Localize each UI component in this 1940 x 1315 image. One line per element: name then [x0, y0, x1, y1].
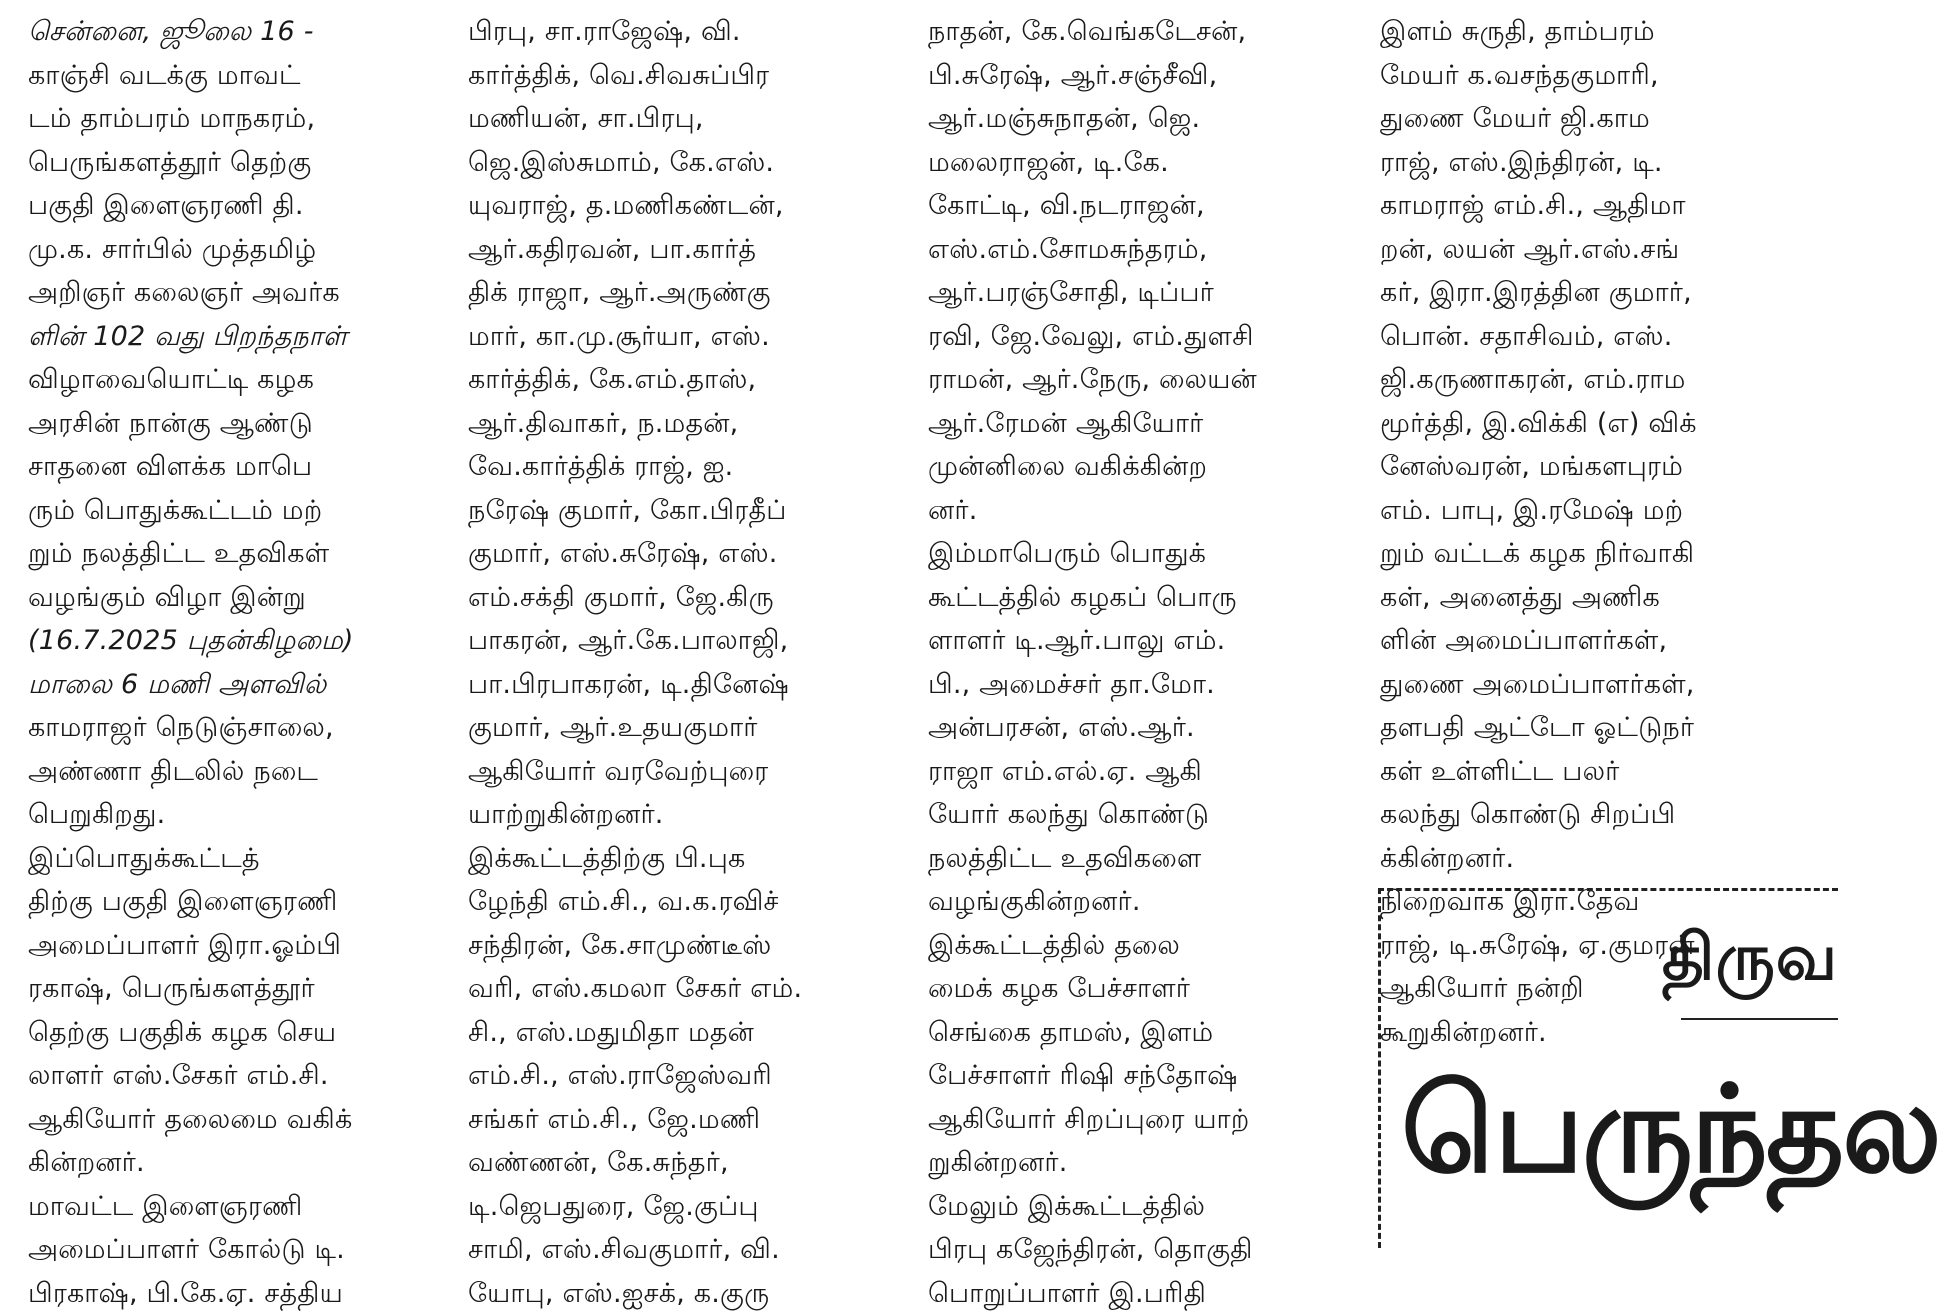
text-line: வே.கார்த்திக் ராஜ், ஐ.	[468, 445, 888, 489]
text-line: ராமன், ஆர்.நேரு, லையன்	[928, 358, 1358, 402]
adjacent-article-headline: பெருந்தல	[1401, 1061, 1940, 1216]
text-line: (16.7.2025 புதன்கிழமை)	[28, 619, 438, 663]
text-line: ஆர்.கதிரவன், பா.கார்த்	[468, 228, 888, 272]
adjacent-article-title: திருவ	[1662, 921, 1838, 1003]
text-line: சாதனை விளக்க மாபெ	[28, 445, 438, 489]
text-line: அன்பரசன், எஸ்.ஆர்.	[928, 706, 1358, 750]
text-line: யாற்றுகின்றனர்.	[468, 793, 888, 837]
text-line: ஆகியோர் சிறப்புரை யாற்	[928, 1098, 1358, 1142]
text-line: ராஜ், டி.சுரேஷ், ஏ.குமரன்	[1380, 924, 1822, 968]
text-line: நாதன், கே.வெங்கடேசன்,	[928, 10, 1358, 54]
text-line: மார், கா.மு.சூர்யா, எஸ்.	[468, 315, 888, 359]
text-line: நிறைவாக இரா.தேவ	[1380, 880, 1822, 924]
text-line: திக் ராஜா, ஆர்.அருண்கு	[468, 271, 888, 315]
text-line: றன், லயன் ஆர்.எஸ்.சங்	[1380, 228, 1822, 272]
text-line: சந்திரன், கே.சாமுண்டீஸ்	[468, 924, 888, 968]
text-line: ளின் 102 வது பிறந்தநாள்	[28, 315, 438, 359]
text-line: அரசின் நான்கு ஆண்டு	[28, 402, 438, 446]
text-line: டி.ஜெபதுரை, ஜே.குப்பு	[468, 1185, 888, 1229]
text-line: விழாவையொட்டி கழக	[28, 358, 438, 402]
text-line: எஸ்.எம்.சோமசுந்தரம்,	[928, 228, 1358, 272]
text-line: நரேஷ் குமார், கோ.பிரதீப்	[468, 489, 888, 533]
text-line: கூட்டத்தில் கழகப் பொரு	[928, 576, 1358, 620]
text-line: காமராஜ் எம்.சி., ஆதிமா	[1380, 184, 1822, 228]
text-line: ராஜ், எஸ்.இந்திரன், டி.	[1380, 141, 1822, 185]
text-line: கூறுகின்றனர்.	[1380, 1011, 1822, 1055]
text-line: பா.பிரபாகரன், டி.தினேஷ்	[468, 663, 888, 707]
text-line: சங்கர் எம்.சி., ஜே.மணி	[468, 1098, 888, 1142]
text-line: பிரபு கஜேந்திரன், தொகுதி	[928, 1228, 1358, 1272]
text-line: கின்றனர்.	[28, 1141, 438, 1185]
text-line: சி., எஸ்.மதுமிதா மதன்	[468, 1011, 888, 1055]
text-line: அமைப்பாளர் இரா.ஓம்பி	[28, 924, 438, 968]
article-column-1	[28, 10, 438, 1315]
text-line: இக்கூட்டத்திற்கு பி.புக	[468, 837, 888, 881]
text-line: கலந்து கொண்டு சிறப்பி	[1380, 793, 1822, 837]
text-line: இக்கூட்டத்தில் தலை	[928, 924, 1358, 968]
text-line: குமார், எஸ்.சுரேஷ், எஸ்.	[468, 532, 888, 576]
text-line: பொன். சதாசிவம், எஸ்.	[1380, 315, 1822, 359]
text-line: மூர்த்தி, இ.விக்கி (எ) விக்	[1380, 402, 1822, 446]
text-line: ஜெ.இஸ்சுமாம், கே.எஸ்.	[468, 141, 888, 185]
article-column-3	[928, 10, 1358, 1315]
text-line: பேச்சாளர் ரிஷி சந்தோஷ்	[928, 1054, 1358, 1098]
text-line: துணை மேயர் ஜி.காம	[1380, 97, 1822, 141]
text-line: ரும் பொதுக்கூட்டம் மற்	[28, 489, 438, 533]
text-line: பி., அமைச்சர் தா.மோ.	[928, 663, 1358, 707]
text-line: சாமி, எஸ்.சிவகுமார், வி.	[468, 1228, 888, 1272]
text-line: கோட்டி, வி.நடராஜன்,	[928, 184, 1358, 228]
text-line: மேயர் க.வசந்தகுமாரி,	[1380, 54, 1822, 98]
text-line: மலைராஜன், டி.கே.	[928, 141, 1358, 185]
text-line: ஆர்.ரேமன் ஆகியோர்	[928, 402, 1358, 446]
text-line: இம்மாபெரும் பொதுக்	[928, 532, 1358, 576]
text-line: சென்னை, ஜூலை 16 -	[28, 10, 438, 54]
text-line: ரவி, ஜே.வேலு, எம்.துளசி	[928, 315, 1358, 359]
text-line: ளின் அமைப்பாளர்கள்,	[1380, 619, 1822, 663]
text-line: ழேந்தி எம்.சி., வ.க.ரவிச்	[468, 880, 888, 924]
text-line: மணியன், சா.பிரபு,	[468, 97, 888, 141]
text-line: றும் வட்டக் கழக நிர்வாகி	[1380, 532, 1822, 576]
text-line: வண்ணன், கே.சுந்தர்,	[468, 1141, 888, 1185]
text-line: எம்.சக்தி குமார், ஜே.கிரு	[468, 576, 888, 620]
text-line: பிரபு, சா.ராஜேஷ், வி.	[468, 10, 888, 54]
text-line: நலத்திட்ட உதவிகளை	[928, 837, 1358, 881]
text-line: காஞ்சி வடக்கு மாவட்	[28, 54, 438, 98]
text-line: தெற்கு பகுதிக் கழக செய	[28, 1011, 438, 1055]
text-line: கள், அனைத்து அணிக	[1380, 576, 1822, 620]
text-line: பொறுப்பாளர் இ.பரிதி	[928, 1272, 1358, 1315]
text-line: மைக் கழக பேச்சாளர்	[928, 967, 1358, 1011]
text-line: ஆர்.பரஞ்சோதி, டிப்பர்	[928, 271, 1358, 315]
text-line: ரகாஷ், பெருங்களத்தூர்	[28, 967, 438, 1011]
text-line: லாளர் எஸ்.சேகர் எம்.சி.	[28, 1054, 438, 1098]
text-line: ஆர்.திவாகர், ந.மதன்,	[468, 402, 888, 446]
text-line: றுகின்றனர்.	[928, 1141, 1358, 1185]
text-line: கார்த்திக், கே.எம்.தாஸ்,	[468, 358, 888, 402]
text-line: பெறுகிறது.	[28, 793, 438, 837]
text-line: குமார், ஆர்.உதயகுமார்	[468, 706, 888, 750]
text-line: திற்கு பகுதி இளைஞரணி	[28, 880, 438, 924]
text-line: அமைப்பாளர் கோல்டு டி.	[28, 1228, 438, 1272]
adjacent-article-box	[1378, 888, 1838, 1248]
text-line: செங்கை தாமஸ், இளம்	[928, 1011, 1358, 1055]
text-line: ஆகியோர் நன்றி	[1380, 967, 1822, 1011]
article-column-2	[468, 10, 888, 1315]
text-line: எம். பாபு, இ.ரமேஷ் மற்	[1380, 489, 1822, 533]
text-line: பி.சுரேஷ், ஆர்.சஞ்சீவி,	[928, 54, 1358, 98]
title-underline	[1681, 1018, 1838, 1020]
text-line: கர், இரா.இரத்தின குமார்,	[1380, 271, 1822, 315]
text-line: மாவட்ட இளைஞரணி	[28, 1185, 438, 1229]
text-line: ஆர்.மஞ்சுநாதன், ஜெ.	[928, 97, 1358, 141]
text-line: கள் உள்ளிட்ட பலர்	[1380, 750, 1822, 794]
text-line: அண்ணா திடலில் நடை	[28, 750, 438, 794]
text-line: ஆகியோர் தலைமை வகிக்	[28, 1098, 438, 1142]
text-line: பாகரன், ஆர்.கே.பாலாஜி,	[468, 619, 888, 663]
text-line: இளம் சுருதி, தாம்பரம்	[1380, 10, 1822, 54]
text-line: மாலை 6 மணி அளவில்	[28, 663, 438, 707]
text-line: னேஸ்வரன், மங்களபுரம்	[1380, 445, 1822, 489]
text-line: வரி, எஸ்.கமலா சேகர் எம்.	[468, 967, 888, 1011]
text-line: அறிஞர் கலைஞர் அவர்க	[28, 271, 438, 315]
text-line: க்கின்றனர்.	[1380, 837, 1822, 881]
text-line: மேலும் இக்கூட்டத்தில்	[928, 1185, 1358, 1229]
text-line: யுவராஜ், த.மணிகண்டன்,	[468, 184, 888, 228]
text-line: காமராஜர் நெடுஞ்சாலை,	[28, 706, 438, 750]
text-line: தளபதி ஆட்டோ ஓட்டுநர்	[1380, 706, 1822, 750]
text-line: டம் தாம்பரம் மாநகரம்,	[28, 97, 438, 141]
text-line: வழங்கும் விழா இன்று	[28, 576, 438, 620]
text-line: மு.க. சார்பில் முத்தமிழ்	[28, 228, 438, 272]
text-line: னர்.	[928, 489, 1358, 533]
text-line: எம்.சி., எஸ்.ராஜேஸ்வரி	[468, 1054, 888, 1098]
text-line: றும் நலத்திட்ட உதவிகள்	[28, 532, 438, 576]
text-line: வழங்குகின்றனர்.	[928, 880, 1358, 924]
text-line: யோர் கலந்து கொண்டு	[928, 793, 1358, 837]
text-line: ளாளர் டி.ஆர்.பாலு எம்.	[928, 619, 1358, 663]
text-line: கார்த்திக், வெ.சிவசுப்பிர	[468, 54, 888, 98]
text-line: ஜி.கருணாகரன், எம்.ராம	[1380, 358, 1822, 402]
text-line: இப்பொதுக்கூட்டத்	[28, 837, 438, 881]
text-line: முன்னிலை வகிக்கின்ற	[928, 445, 1358, 489]
text-line: யோபு, எஸ்.ஐசக், க.குரு	[468, 1272, 888, 1315]
text-line: ஆகியோர் வரவேற்புரை	[468, 750, 888, 794]
text-line: பிரகாஷ், பி.கே.ஏ. சத்திய	[28, 1272, 438, 1315]
text-line: துணை அமைப்பாளர்கள்,	[1380, 663, 1822, 707]
text-line: பகுதி இளைஞரணி தி.	[28, 184, 438, 228]
text-line: பெருங்களத்தூர் தெற்கு	[28, 141, 438, 185]
text-line: ராஜா எம்.எல்.ஏ. ஆகி	[928, 750, 1358, 794]
